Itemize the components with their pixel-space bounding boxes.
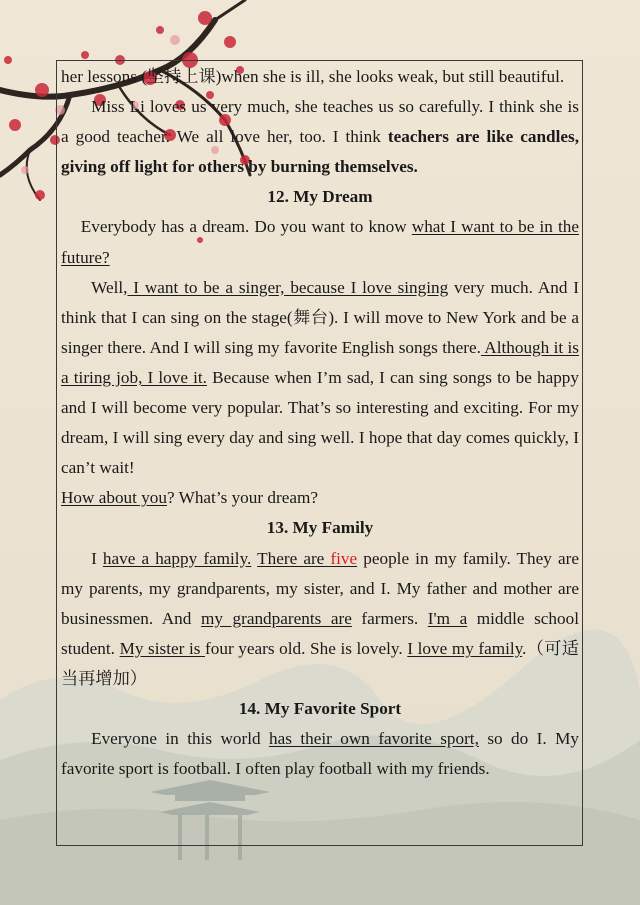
text: Because when I’m sad, I can sing songs to be happy and I will become very popular. That’s so interesting and exciting. For my dream, I will sing every day and sing well. I hope that day comes quickly, I can’t wait! [61, 367, 579, 478]
text: very much. And I think that I can sing on the stage(舞台). I will move to New York and be a singer there. And I will sing my favorite English songs there. [61, 277, 579, 357]
text: There are [257, 548, 331, 568]
text: Well, [91, 277, 128, 297]
text: so do I. My favorite sport is football. I often play football with my friends. [61, 729, 579, 779]
paragraph-family [61, 544, 579, 694]
underlined-text: I'm a [427, 608, 468, 628]
underlined-text: My sister is [119, 638, 206, 658]
section-title-favorite-sport: 14. My Favorite Sport [238, 698, 402, 718]
underlined-text: How about you [61, 488, 167, 508]
section-title-my-family: 13. My Family [266, 518, 374, 538]
underlined-text: has their own favorite sport, [269, 729, 479, 749]
underlined-text: Although it is a tiring job, I love it. [61, 337, 579, 387]
text: people in my family. They are my parents, my grandparents, my sister, and I. My father and mother are businessmen. And [61, 548, 579, 628]
paragraph-sport [61, 724, 579, 784]
text: Everyone in this world [91, 729, 269, 749]
paragraph-dream-body [61, 273, 579, 514]
paragraph-teacher-end [61, 62, 579, 92]
underlined-text: what I want to be in the future? [61, 217, 579, 267]
underlined-text [257, 549, 357, 568]
text: her lessons (坚持上课)when she is ill, she looks weak, but still beautiful. [61, 67, 565, 86]
text: four years old. She is lovely. [205, 638, 408, 658]
bold-text: teachers are like candles, giving off light for others by burning themselves. [61, 127, 579, 177]
paragraph-miss-li [61, 92, 579, 182]
underlined-text: have a happy family. [102, 548, 252, 568]
highlighted-number: five [330, 548, 358, 568]
underlined-text: I love my family [407, 638, 523, 658]
text: I [91, 548, 103, 568]
text: middle school student. [61, 608, 579, 658]
text: .（可适当再增加） [61, 638, 579, 688]
text: Miss Li loves us very much, she teaches us so carefully. I think she is a good teacher. We all love her, too. I think [61, 97, 579, 147]
underlined-text: I want to be a singer, because I love singing [127, 277, 449, 297]
text: ? What’s your dream? [166, 488, 318, 508]
section-title-my-dream: 12. My Dream [267, 187, 373, 207]
document-body [61, 62, 579, 784]
text: farmers. [351, 608, 428, 628]
paragraph-dream-intro [61, 212, 579, 272]
underlined-text: my grandparents are [200, 608, 352, 628]
text: Everybody has a dream. Do you want to know [80, 217, 412, 237]
